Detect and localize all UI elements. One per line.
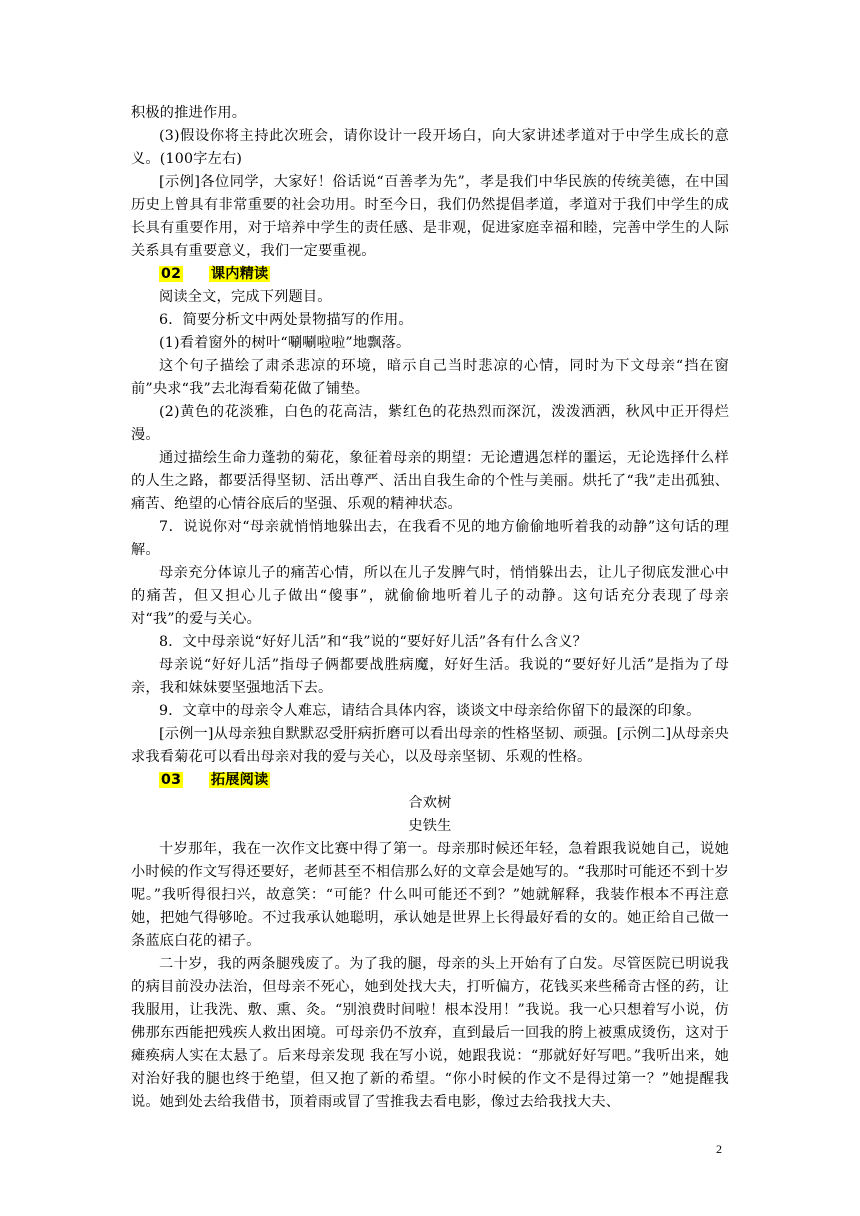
story-paragraph: 二十岁，我的两条腿残废了。为了我的腿，母亲的头上开始有了白发。尽管医院已明说我的病目前没办法治，但母亲不死心，她到处找大夫，打听偏方，花钱买来些稀奇古怪的药，让我服用，让我洗、敷、熏、灸。“别浪费时间啦！根本没用！”我说。我一心只想着写小说，仿佛那东西能把残疾人救出困境。可母亲仍不放弃，直到最后一回我的胯上被熏成烫伤，这对于瘫痪病人实在太悬了。后来母亲发现 我在写小说，她跟我说：“那就好好写吧。”我听出来，她对治好我的腿也终于绝望，但又抱了新的希望。“你小时候的作文不是得过第一？”她提醒我说。她到处去给我借书，顶着雨或冒了雪推我去看电影，像过去给我找大夫、 [131, 956, 729, 1110]
document-body [131, 102, 729, 1114]
instruction: 阅读全文，完成下列题目。 [159, 289, 332, 305]
story-paragraph: 十岁那年，我在一次作文比赛中得了第一。母亲那时候还年轻，急着跟我说她自己，说她小时候的作文写得还要好，老师甚至不相信那么好的文章会是她写的。“我那时可能还不到十岁呢。”我听得很扫兴，故意笑：“可能？什么叫可能还不到？”她就解释，我装作根本不再注意她，把她气得够呛。不过我承认她聪明，承认她是世界上长得最好看的女的。她正给自己做一条蓝底白花的裙子。 [131, 841, 729, 949]
section-title: 拓展阅读 [210, 772, 269, 788]
story-title: 合欢树 [408, 795, 452, 811]
section-number: 03 [161, 772, 182, 788]
question-8: 8．文中母亲说“好好儿活”和“我”说的“要好好儿活”各有什么含义？ [159, 634, 588, 650]
question-6-1: (1)看着窗外的树叶“唰唰啦啦”地飘落。 [159, 335, 411, 351]
section-number: 02 [161, 266, 182, 282]
question-6-2: (2)黄色的花淡雅，白色的花高洁，紫红色的花热烈而深沉，泼泼洒洒，秋风中正开得烂漫。 [131, 404, 729, 443]
page-number: 2 [716, 1142, 722, 1156]
section-heading-03 [131, 769, 729, 792]
answer-6-1: 这个句子描绘了肃杀悲凉的环境，暗示自己当时悲凉的心情，同时为下文母亲“挡在窗前”央求“我”去北海看菊花做了铺垫。 [131, 358, 729, 397]
answer-3: [示例]各位同学，大家好！俗话说“百善孝为先”，孝是我们中华民族的传统美德，在中国历史上曾具有非常重要的社会功用。时至今日，我们仍然提倡孝道，孝道对于我们中学生的成长具有重要作用，对于培养中学生的责任感、是非观，促进家庭幸福和睦，完善中学生的人际关系具有重要意义，我们一定要重视。 [131, 174, 729, 259]
paragraph: 积极的推进作用。 [131, 105, 247, 121]
answer-6-2: 通过描绘生命力蓬勃的菊花，象征着母亲的期望：无论遭遇怎样的噩运，无论选择什么样的人生之路，都要活得坚韧、活出尊严、活出自我生命的个性与美丽。烘托了“我”走出孤独、痛苦、绝望的心情谷底后的坚强、乐观的精神状态。 [131, 450, 729, 512]
question-7: 7．说说你对“母亲就悄悄地躲出去，在我看不见的地方偷偷地听着我的动静”这句话的理解。 [131, 519, 729, 558]
question-3: (3)假设你将主持此次班会，请你设计一段开场白，向大家讲述孝道对于中学生成长的意义。(100字左右) [131, 128, 729, 167]
answer-8: 母亲说“好好儿活”指母子俩都要战胜病魔，好好生活。我说的“要好好儿活”是指为了母亲，我和妹妹要坚强地活下去。 [131, 657, 729, 696]
answer-9: [示例一]从母亲独自默默忍受肝病折磨可以看出母亲的性格坚韧、顽强。[示例二]从母亲央求我看菊花可以看出母亲对我的爱与关心，以及母亲坚韧、乐观的性格。 [131, 726, 729, 765]
answer-7: 母亲充分体谅儿子的痛苦心情，所以在儿子发脾气时，悄悄躲出去，让儿子彻底发泄心中的痛苦，但又担心儿子做出“傻事”，就偷偷地听着儿子的动静。这句话充分表现了母亲对“我”的爱与关心。 [131, 565, 729, 627]
section-title: 课内精读 [210, 266, 269, 282]
question-9: 9．文章中的母亲令人难忘，请结合具体内容，谈谈文中母亲给你留下的最深的印象。 [159, 703, 701, 719]
question-6: 6．简要分析文中两处景物描写的作用。 [159, 312, 413, 328]
story-author: 史铁生 [408, 818, 452, 834]
section-heading-02 [131, 263, 729, 286]
